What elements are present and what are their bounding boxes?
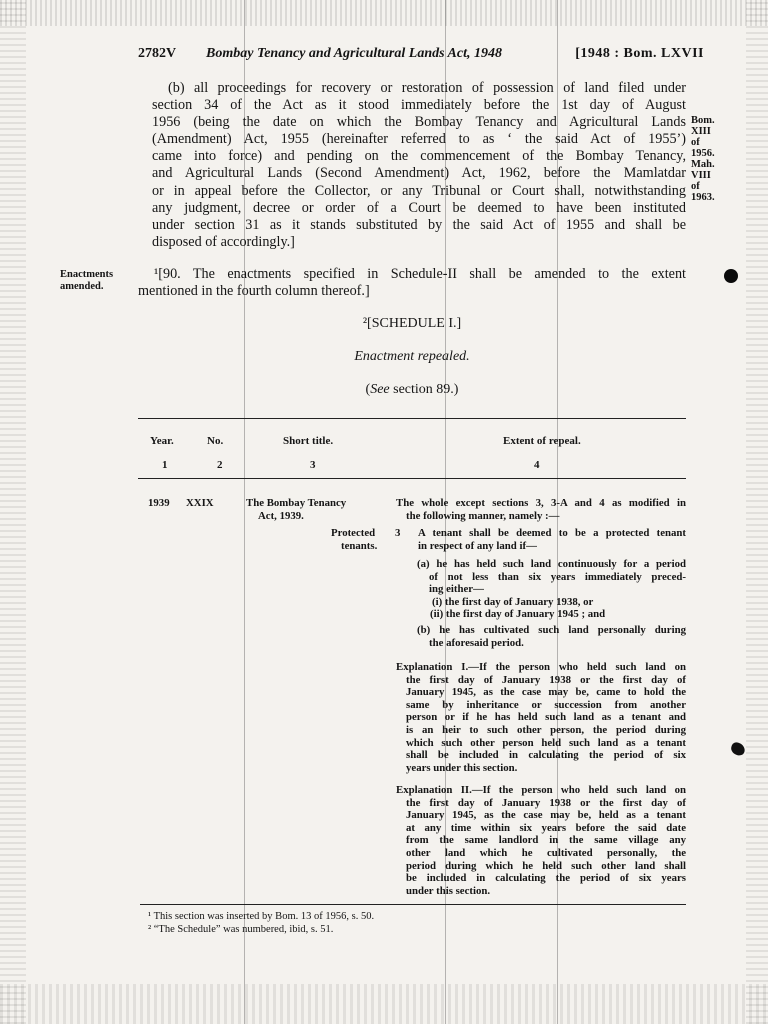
margin-note-line: of [691, 181, 700, 192]
cell-short-title [246, 497, 346, 522]
column-number: 4 [534, 459, 540, 471]
section-90 [138, 266, 686, 300]
cell-year: 1939 [148, 497, 170, 509]
scan-noise-left [0, 0, 26, 1024]
text-line: A tenant shall be deemed to be a protected tenant [418, 527, 686, 539]
text-line: (Amendment) Act, 1955 (hereinafter referred to as ‘ the said Act of 1955’) [152, 131, 686, 148]
act-reference: [1948 : Bom. LXVII [575, 46, 704, 61]
footnote-2: ² “The Schedule” was numbered, ibid, s. 51. [148, 924, 334, 935]
footnote-rule [140, 904, 686, 905]
text-line: (b) all proceedings for recovery or restoration of possession of land filed under [168, 80, 686, 96]
scan-noise-top [0, 0, 768, 26]
text-line: ¹[90. The enactments specified in Schedule-II shall be amended to the extent [154, 266, 686, 282]
paragraph-b [152, 80, 686, 251]
text-line: January 1945, as the case may be, came to hold the [406, 686, 686, 699]
footnote-1: ¹ This section was inserted by Bom. 13 of 1956, s. 50. [148, 911, 375, 922]
act-title: Bombay Tenancy and Agricultural Lands Act, 1948 [206, 46, 502, 61]
column-number: 3 [310, 459, 316, 471]
text-line: same by inheritance or succession from another [406, 698, 686, 711]
section-3-text [418, 527, 686, 552]
margin-note-right [691, 115, 727, 203]
text-line: which such other person held such land as a tenant [406, 736, 686, 749]
clause-a-ii: (ii) the first day of January 1945 ; and [430, 608, 606, 620]
column-header-short-title: Short title. [283, 435, 334, 447]
text-line: and Agricultural Lands (Second Amendment) Act, 1962, before the Mamlatdar [152, 165, 686, 182]
margin-note-line: VIII [691, 170, 711, 181]
text-line: mentioned in the fourth column thereof.] [138, 283, 370, 299]
page-number: 2782V [138, 46, 177, 61]
text-line: other land which he cultivated personally, the [406, 846, 686, 859]
open-paren: ( [365, 382, 371, 397]
text-line: the aforesaid period. [429, 636, 524, 649]
clause-a [417, 558, 686, 596]
margin-note-line: of [691, 137, 700, 148]
text-line: The whole except sections 3, 3-A and 4 as modified in [396, 497, 686, 509]
text-line: 1956 (being the date on which the Bombay Tenancy and Agricultural Lands [152, 114, 686, 131]
text-line: be included in calculating the period of six years [406, 872, 686, 885]
margin-note-left [60, 269, 130, 293]
text-line: (b) he has cultivated such land personally during [417, 624, 686, 636]
text-line: is an heir to such other person, the period during [406, 723, 686, 736]
section-ref: section 89.) [389, 382, 459, 397]
text-line: Explanation II.—If the person who held such land on [396, 784, 686, 796]
text-line: came into force) and pending on the commencement of the Bombay Tenancy, [152, 148, 686, 165]
explanation-1 [396, 661, 686, 774]
margin-note-line: 1956. [691, 148, 715, 159]
text-line: January 1945, as the case may be, held as a tenant [406, 809, 686, 822]
text-line: person or if he has held such land as a tenant and [406, 711, 686, 724]
clause-a-i: (i) the first day of January 1938, or [432, 596, 594, 608]
text-line: period during which he held such other land shall [406, 859, 686, 872]
see-word: See [370, 382, 390, 397]
schedule-title: ²[SCHEDULE I.] [362, 316, 462, 331]
margin-note-line: Mah. [691, 159, 715, 170]
column-header-year: Year. [150, 435, 174, 447]
clause-b [417, 624, 686, 649]
table-header-rule [138, 478, 686, 479]
text-line: section 34 of the Act as it stood immediately before the 1st day of August [152, 97, 686, 114]
text-line: any judgment, decree or order of a Court be deemed to have been instituted [152, 199, 686, 216]
text-line: the following manner, namely :— [406, 509, 560, 522]
margin-note-line: amended. [60, 281, 104, 292]
column-number: 2 [217, 459, 223, 471]
scan-noise-bottom [0, 984, 768, 1024]
text-line: under section 31 as it stands substituted by the said Act of 1955 and shall be [152, 216, 686, 233]
text-line: Act, 1939. [258, 509, 304, 522]
column-header-extent: Extent of repeal. [503, 435, 581, 447]
text-line: years under this section. [406, 761, 518, 774]
scan-noise-right [746, 0, 768, 1024]
text-line: in respect of any land if— [418, 539, 537, 552]
text-line: shall be included in calculating the period of six [406, 749, 686, 762]
text-line: the first day of January 1938 or the first day of [406, 673, 686, 686]
text-line: from the same landlord in the same village any [406, 834, 686, 847]
text-line: Protected [331, 527, 376, 539]
text-line: tenants. [341, 539, 378, 552]
text-line: The Bombay Tenancy [246, 497, 347, 509]
margin-note-line: XIII [691, 126, 711, 137]
text-line: Explanation I.—If the person who held such land on [396, 661, 686, 673]
text-line: the first day of January 1938 or the first day of [406, 796, 686, 809]
schedule-reference [138, 382, 686, 398]
punch-hole-mark [724, 269, 738, 283]
text-line: under this section. [406, 884, 491, 897]
extent-intro [396, 497, 686, 522]
section-number: 3 [395, 527, 401, 539]
schedule-subtitle: Enactment repealed. [354, 349, 470, 364]
text-line: or in appeal before the Collector, or any Tribunal or Court shall, notwithstanding [152, 182, 686, 199]
side-heading-protected-tenants [331, 527, 377, 552]
column-number: 1 [162, 459, 168, 471]
table-top-rule [138, 418, 686, 419]
margin-note-line: 1963. [691, 192, 715, 203]
footnotes [148, 910, 374, 936]
text-line: at any time within six years before the said date [406, 821, 686, 834]
text-line: of not less than six years immediately preced- [429, 570, 686, 583]
text-line: ing either— [429, 583, 484, 596]
text-line: disposed of accordingly.] [152, 233, 295, 250]
text-line: (a) he has held such land continuously for a period [417, 558, 686, 570]
ink-blot-mark [729, 741, 746, 757]
column-header-no: No. [207, 435, 224, 447]
cell-number: XXIX [186, 497, 214, 509]
margin-note-line: Enactments [60, 269, 114, 280]
margin-note-line: Bom. [691, 115, 715, 126]
explanation-2 [396, 784, 686, 897]
